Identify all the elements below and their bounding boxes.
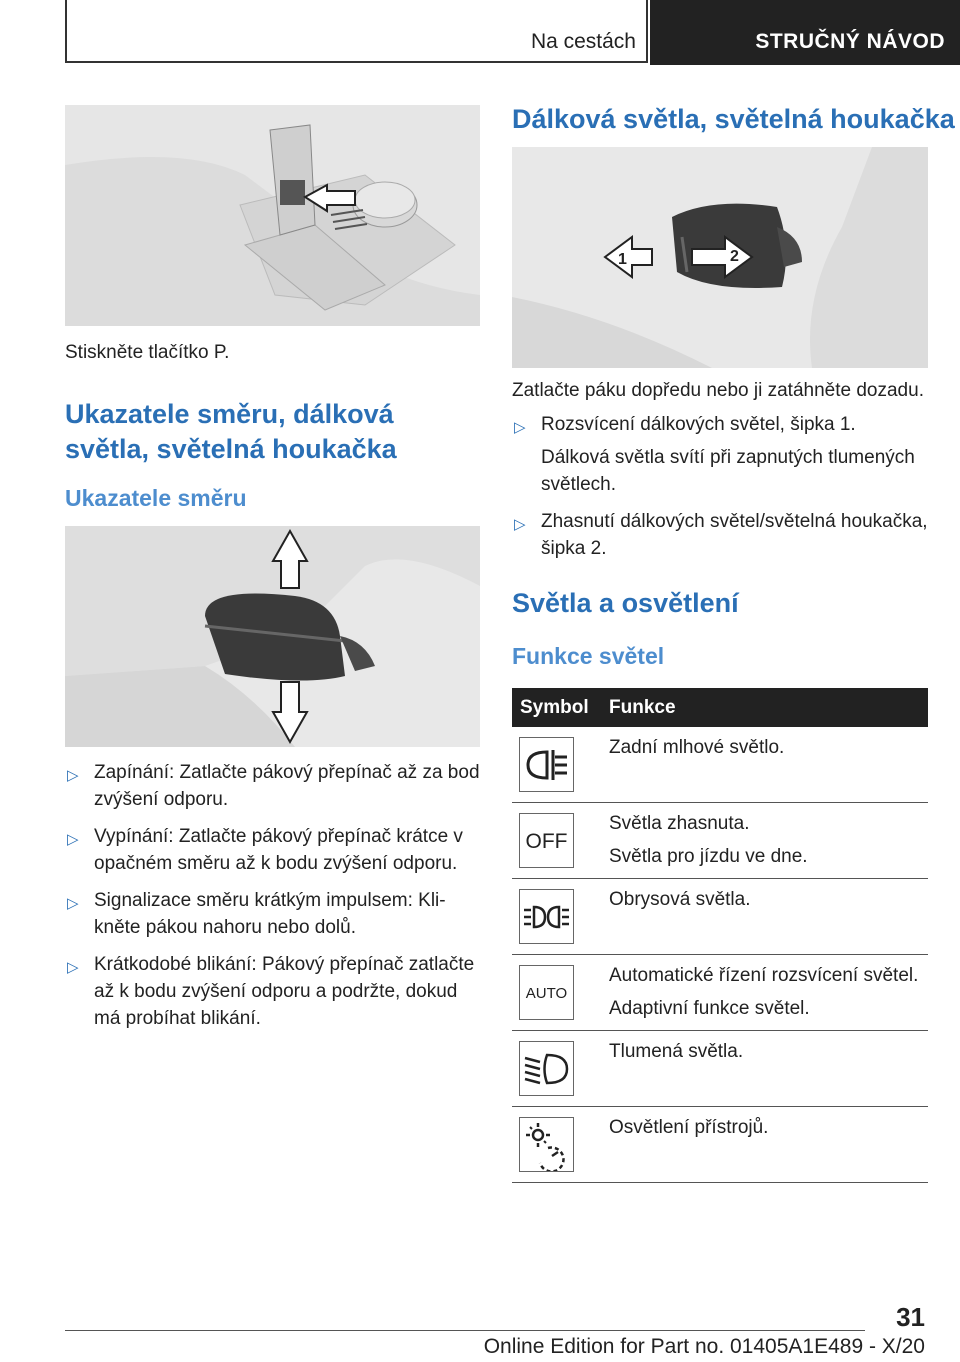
chapter-title: STRUČNÝ NÁVOD (755, 30, 945, 53)
bullet-triangle-icon: ▷ (67, 959, 79, 976)
function-cell: Osvětlení přístrojů. (609, 1117, 769, 1138)
section-title: Na cestách (530, 30, 636, 53)
footer-divider (65, 1330, 865, 1331)
list-item: ▷ Zhasnutí dálkových světel/světelná houkačka, šipka 2. (514, 511, 928, 559)
table-row (512, 803, 928, 879)
gear-selector-image (65, 105, 480, 326)
list-item: ▷ Rozsvícení dálkových světel, šipka 1. (512, 411, 928, 438)
high-beam-list (512, 411, 928, 572)
page-number: 31 (896, 1302, 925, 1332)
table-row (512, 879, 928, 955)
bullet-triangle-icon: ▷ (67, 831, 79, 848)
auto-icon (519, 965, 574, 1020)
edition-footer: Online Edition for Part no. 01405A1E489 - X/20 (483, 1335, 925, 1358)
function-cell: Automatické řízení rozsvícení světel. Adaptivní funkce světel. (609, 965, 919, 1019)
gear-caption: Stiskněte tlačítko P. (65, 342, 230, 363)
rear-fog-light-icon (519, 737, 574, 792)
bullet-triangle-icon: ▷ (514, 419, 526, 436)
column-header-function: Funkce (609, 697, 676, 718)
list-item: ▷ Vypínání: Zatlačte pákový přepínač krátce v opačném směru až k bodu zvýšení odporu. (67, 826, 463, 874)
light-functions-table (512, 688, 928, 1183)
function-cell: Tlumená světla. (609, 1041, 744, 1062)
low-beam-icon (519, 1041, 574, 1096)
instrument-lighting-icon (519, 1117, 574, 1172)
list-item: ▷ Signalizace směru krátkým impulsem: Kli-kněte pákou nahoru nebo dolů. (67, 890, 446, 938)
bullet-triangle-icon: ▷ (514, 516, 526, 533)
list-item: ▷ Zapínání: Zatlačte pákový přepínač až za bod zvýšení odporu. (67, 762, 480, 810)
arrow-2-label: 2 (730, 248, 739, 265)
lights-heading: Světla a osvětlení (512, 588, 739, 618)
high-beam-stalk-image (512, 147, 928, 368)
function-cell: Světla zhasnuta. Světla pro jízdu ve dne. (609, 813, 808, 867)
list-item-note: Dálková světla svítí při zapnutých tlumených světlech. (541, 447, 915, 495)
parking-lights-icon (519, 889, 574, 944)
list-item: ▷ Krátkodobé blikání: Pákový přepínač zatlačte až k bodu zvýšení odporu a podržte, dokud má probíhat blikání. (67, 954, 475, 1029)
svg-text:AUTO: AUTO (525, 985, 568, 1002)
turn-signal-stalk-image (65, 526, 480, 747)
table-row (512, 955, 928, 1031)
function-cell: Obrysová světla. (609, 889, 751, 910)
svg-text:OFF: OFF (525, 830, 568, 853)
turn-signals-subheading: Ukazatele směru (65, 485, 247, 511)
table-row (512, 1107, 928, 1183)
bullet-triangle-icon: ▷ (67, 767, 79, 784)
table-header (512, 688, 928, 727)
turn-signal-list (65, 759, 480, 1042)
column-header-symbol: Symbol (520, 697, 589, 718)
table-row (512, 1031, 928, 1107)
table-row (512, 727, 928, 803)
light-functions-subheading: Funkce světel (512, 643, 665, 669)
function-cell: Zadní mlhové světlo. (609, 737, 785, 758)
turn-signals-heading: Ukazatele směru, dálková světla, světelná houkačka (65, 399, 397, 464)
off-icon (519, 813, 574, 868)
arrow-1-label: 1 (618, 251, 627, 268)
high-beam-intro: Zatlačte páku dopředu nebo ji zatáhněte dozadu. (512, 380, 924, 401)
bullet-triangle-icon: ▷ (67, 895, 79, 912)
high-beam-heading: Dálková světla, světelná houkačka (512, 104, 955, 134)
